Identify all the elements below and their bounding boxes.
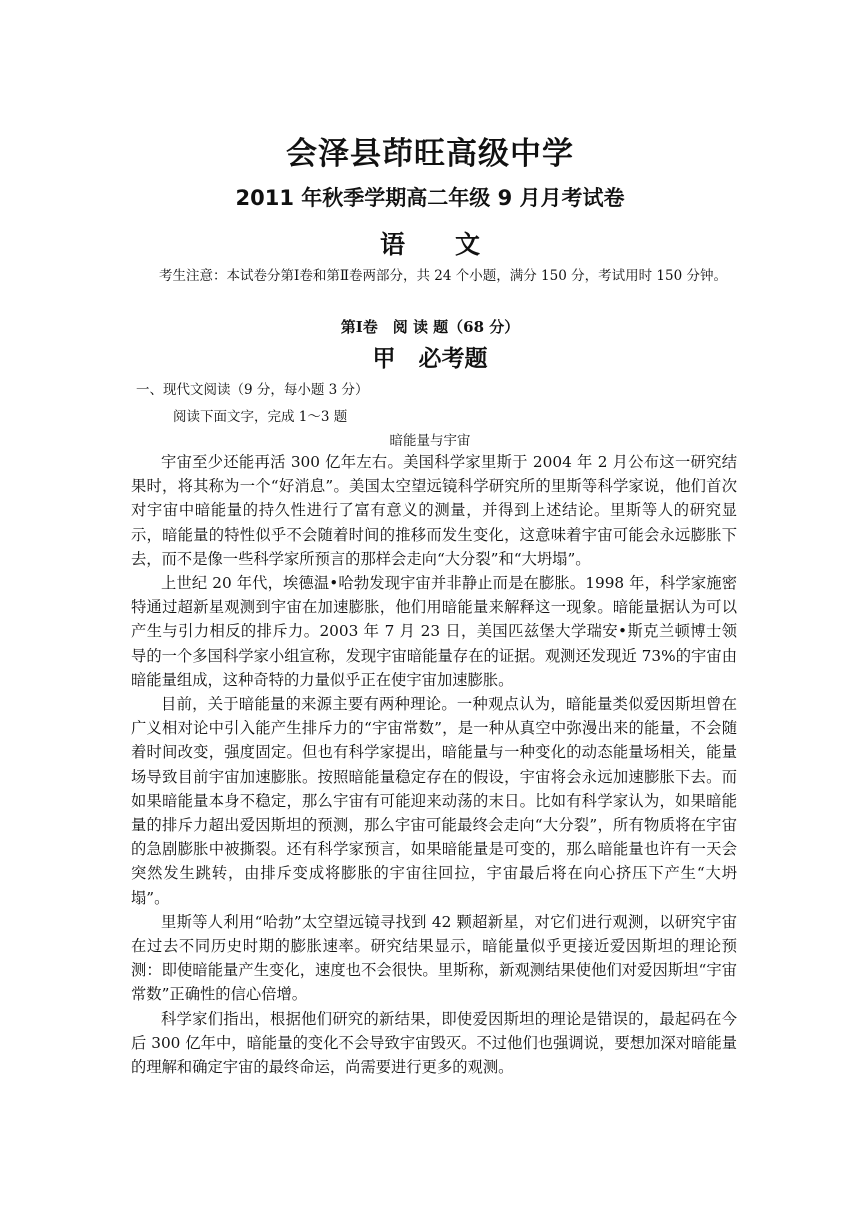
- school-name: 会泽县茚旺高级中学: [286, 136, 574, 172]
- exam-title: 2011 年秋季学期高二年级 9 月月考试卷: [235, 186, 625, 210]
- article-paragraph: 宇宙至少还能再活 300 亿年左右。美国科学家里斯于 2004 年 2 月公布这一研究结果时，将其称为一个“好消息”。美国太空望远镜科学研究所的里斯等科学家说，他们首次对宇宙中暗能量的持久性进行了富有意义的测量，并得到上述结论。里斯等人的研究显示，暗能量的特性似乎不会随着时间的推移而发生变化，这意味着宇宙可能会永远膨胀下去，而不是像一些科学家所预言的那样会走向“大分裂”和“大坍塌”。: [131, 453, 737, 568]
- subject-title: 语 文: [379, 230, 480, 259]
- exam-notice: 考生注意：本试卷分第Ⅰ卷和第Ⅱ卷两部分，共 24 个小题，满分 150 分，考试用时 150 分钟。: [159, 268, 727, 284]
- article-paragraph: 科学家们指出，根据他们研究的新结果，即使爱因斯坦的理论是错误的，最起码在今后 300 亿年中，暗能量的变化不会导致宇宙毁灭。不过他们也强调说，要想加深对暗能量的理解和确定宇宙的最终命运，尚需要进行更多的观测。: [131, 1009, 737, 1077]
- question-heading: 一、现代文阅读（9 分，每小题 3 分）: [136, 382, 369, 398]
- article-paragraph: 里斯等人利用“哈勃”太空望远镜寻找到 42 颗超新星，对它们进行观测，以研究宇宙在过去不同历史时期的膨胀速率。研究结果显示，暗能量似乎更接近爱因斯坦的理论预测：即使暗能量产生变化，速度也不会很快。里斯称，新观测结果使他们对爱因斯坦“宇宙常数”正确性的信心倍增。: [131, 912, 737, 1004]
- section-title: 第Ⅰ卷 阅 读 题（68 分）: [340, 318, 520, 336]
- part-title: 甲 必考题: [372, 345, 488, 372]
- article-paragraph: 目前，关于暗能量的来源主要有两种理论。一种观点认为，暗能量类似爱因斯坦曾在广义相对论中引入能产生排斥力的“宇宙常数”，是一种从真空中弥漫出来的能量，不会随着时间改变，强度固定。但也有科学家提出，暗能量与一种变化的动态能量场相关，能量场导致目前宇宙加速膨胀。按照暗能量稳定存在的假设，宇宙将会永远加速膨胀下去。而如果暗能量本身不稳定，那么宇宙有可能迎来动荡的末日。比如有科学家认为，如果暗能量的排斥力超出爱因斯坦的预测，那么宇宙可能最终会走向“大分裂”，所有物质将在宇宙的急剧膨胀中被撕裂。还有科学家预言，如果暗能量是可变的，那么暗能量也许有一天会突然发生跳转，由排斥变成将膨胀的宇宙往回拉，宇宙最后将在向心挤压下产生“大坍塌”。: [131, 695, 737, 907]
- article-paragraph: 上世纪 20 年代，埃德温•哈勃发现宇宙并非静止而是在膨胀。1998 年，科学家施密特通过超新星观测到宇宙在加速膨胀，他们用暗能量来解释这一现象。暗能量据认为可以产生与引力相反的排斥力。2003 年 7 月 23 日，美国匹兹堡大学瑞安•斯克兰顿博士领导的一个多国科学家小组宣称，发现宇宙暗能量存在的证据。观测还发现近 73%的宇宙由暗能量组成，这种奇特的力量似乎正在使宇宙加速膨胀。: [131, 574, 737, 689]
- question-instruction: 阅读下面文字，完成 1～3 题: [173, 409, 348, 425]
- article-body: [131, 450, 737, 1079]
- article-title: 暗能量与宇宙: [389, 433, 471, 449]
